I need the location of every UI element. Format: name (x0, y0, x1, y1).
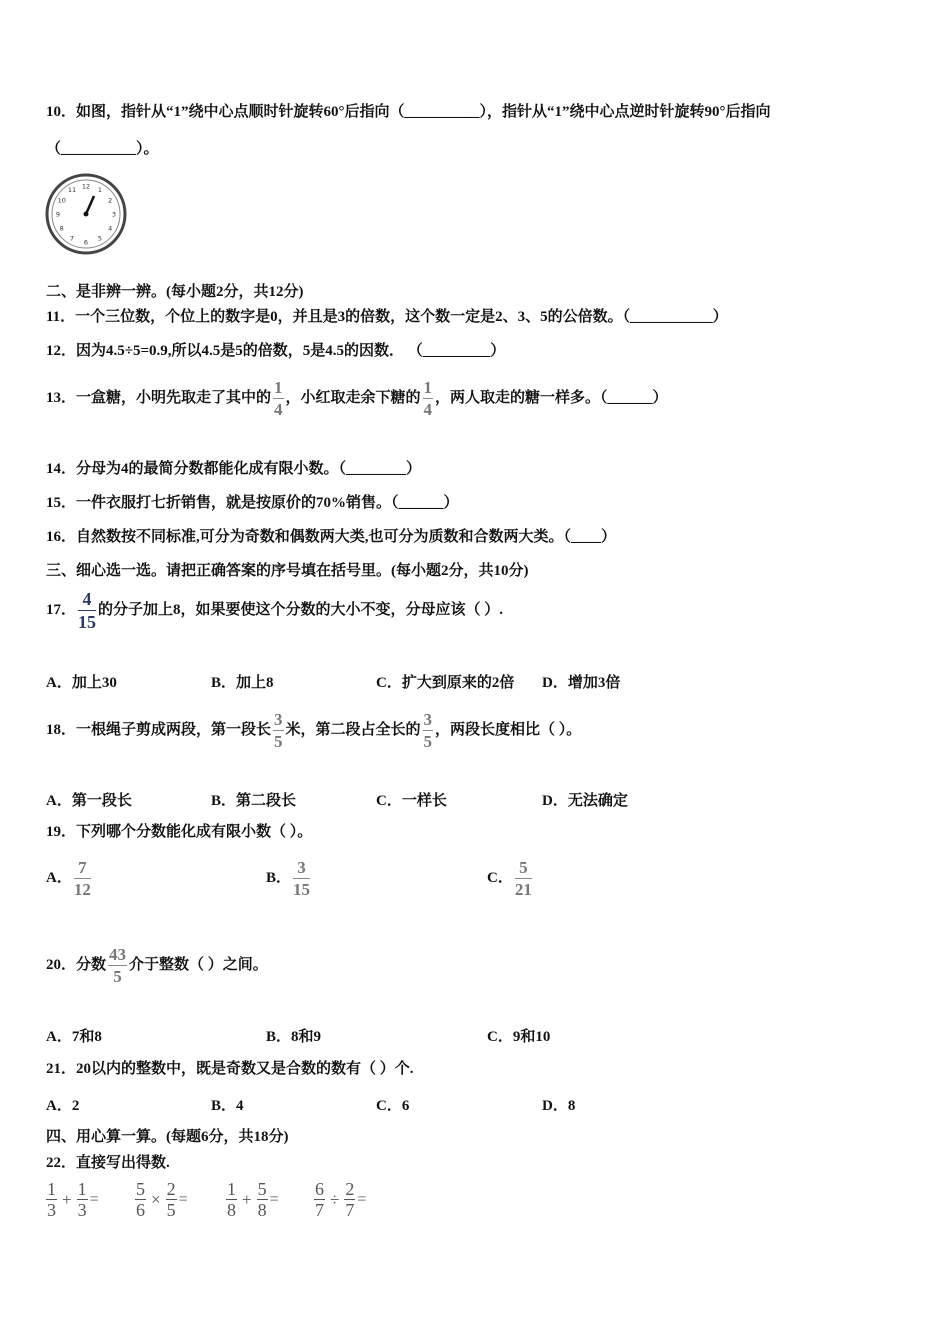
q19-option-b-label: B． (266, 869, 292, 886)
clock-number: 7 (69, 234, 75, 243)
q17-text: 的分子加上8，如果要使这个分数的大小不变，分母应该（ ）. (98, 602, 504, 618)
q13-text-b: ，小红取走余下糖的 (285, 390, 421, 406)
q22-item-4-operator: ÷ (330, 1189, 340, 1209)
q20-text-a: 20．分数 (46, 957, 107, 973)
clock-image (44, 172, 128, 256)
q19-option-a-label: A． (46, 869, 72, 886)
q13-text-a: 13．一盒糖，小明先取走了其中的 (46, 390, 272, 406)
q22-item-3-fraction-1: $\frac{1}{8}$ (227, 1179, 236, 1220)
q20-text-b: 介于整数（ ）之间。 (129, 957, 268, 973)
q13-text-c: ，两人取走的糖一样多。（______） (435, 390, 668, 406)
clock-center (84, 212, 89, 217)
q20-option-b[interactable]: B．8和9 (266, 1029, 322, 1045)
q17-fraction: $\frac{4}{15}$ (78, 589, 97, 633)
section3-title: 三、细心选一选。请把正确答案的序号填在括号里。(每小题2分，共10分) (46, 563, 529, 579)
q22-item-4 (312, 1180, 366, 1219)
q16: 16．自然数按不同标准,可分为奇数和偶数两大类,也可分为质数和合数两大类。（____） (46, 529, 617, 545)
q10-line2: （__________）。 (46, 141, 159, 157)
q22-item-2-fraction-2: $\frac{2}{5}$ (166, 1179, 176, 1220)
clock-number: 10 (57, 196, 66, 205)
q18-fraction-1: $\frac{3}{5}$ (274, 710, 283, 752)
q18-option-d[interactable]: D．无法确定 (542, 793, 628, 809)
q22-item-1-fraction-1: $\frac{1}{3}$ (47, 1179, 56, 1220)
q21-option-c[interactable]: C．6 (376, 1098, 410, 1114)
q22-item-2 (133, 1180, 188, 1219)
clock-number: 2 (108, 196, 113, 205)
q18-option-c[interactable]: C．一样长 (376, 793, 447, 809)
clock-number: 8 (59, 224, 64, 233)
clock-number: 12 (81, 182, 91, 191)
section2-title: 二、是非辨一辨。(每小题2分，共12分) (46, 284, 304, 300)
q21-option-b[interactable]: B．4 (211, 1098, 244, 1114)
q22-item-3 (224, 1180, 279, 1219)
q22-item-1-operator: + (62, 1189, 72, 1209)
clock-number: 5 (97, 234, 103, 243)
q19-option-a-fraction: $\frac{7}{12}$ (73, 858, 91, 899)
q20-option-c[interactable]: C．9和10 (487, 1029, 551, 1045)
q17-option-c[interactable]: C．扩大到原来的2倍 (376, 675, 515, 691)
q20-option-a[interactable]: A．7和8 (46, 1029, 102, 1045)
q19-option-c-fraction: $\frac{5}{21}$ (514, 858, 532, 899)
q19-option-c[interactable] (487, 858, 534, 899)
q19-option-c-label: C． (487, 869, 513, 886)
q18 (46, 708, 581, 752)
q19-option-a[interactable] (46, 858, 93, 899)
q10-line1: 10．如图，指针从“1”绕中心点顺时针旋转60°后指向（__________），指针从“1”绕中心点逆时针旋转90°后指向 (46, 104, 771, 120)
q22-item-4-fraction-2: $\frac{2}{7}$ (345, 1179, 355, 1220)
q22: 22．直接写出得数. (46, 1155, 170, 1171)
clock-number: 1 (97, 186, 103, 195)
q17-prefix: 17． (46, 602, 77, 618)
q22-item-3-operator: + (242, 1189, 252, 1209)
q17 (46, 588, 503, 632)
q15: 15．一件衣服打七折销售，就是按原价的70%销售。（______） (46, 495, 459, 511)
q19: 19．下列哪个分数能化成有限小数（ ）。 (46, 824, 313, 840)
q21-option-d[interactable]: D．8 (542, 1098, 576, 1114)
q22-item-3-fraction-2: $\frac{5}{8}$ (257, 1179, 267, 1220)
q12: 12．因为4.5÷5=0.9,所以4.5是5的倍数，5是4.5的因数． （_________） (46, 343, 506, 359)
section4-title: 四、用心算一算。(每题6分，共18分) (46, 1129, 289, 1145)
q21-option-a[interactable]: A．2 (46, 1098, 80, 1114)
q20 (46, 943, 268, 987)
q18-fraction-2: $\frac{3}{5}$ (423, 710, 433, 752)
clock-number: 4 (108, 224, 113, 233)
q17-option-a[interactable]: A．加上30 (46, 675, 117, 691)
q19-option-b[interactable] (266, 858, 312, 899)
q11: 11．一个三位数，个位上的数字是0，并且是3的倍数，这个数一定是2、3、5的公倍数。（___________） (46, 309, 728, 325)
clock-number: 6 (83, 238, 89, 247)
q22-item-1 (44, 1180, 99, 1219)
q22-item-1-equals: = (89, 1190, 99, 1208)
q19-option-b-fraction: $\frac{3}{15}$ (293, 858, 311, 899)
q21: 21．20以内的整数中，既是奇数又是合数的数有（ ）个. (46, 1061, 414, 1077)
q14: 14．分母为4的最简分数都能化成有限小数。（________） (46, 461, 422, 477)
q18-text-a: 18．一根绳子剪成两段，第一段长 (46, 722, 272, 738)
q22-item-1-fraction-2: $\frac{1}{3}$ (77, 1179, 87, 1220)
q22-item-3-equals: = (269, 1190, 279, 1208)
q20-fraction: $\frac{43}{5}$ (109, 945, 127, 987)
q18-option-b[interactable]: B．第二段长 (211, 793, 297, 809)
q17-option-d[interactable]: D．增加3倍 (542, 675, 621, 691)
clock-number: 11 (67, 186, 77, 195)
q17-option-b[interactable]: B．加上8 (211, 675, 274, 691)
q18-option-a[interactable]: A．第一段长 (46, 793, 132, 809)
q22-item-4-equals: = (357, 1190, 367, 1208)
q18-text-c: ，两段长度相比（ ）。 (435, 722, 582, 738)
clock-number: 3 (111, 210, 117, 219)
q13 (46, 378, 668, 419)
q22-item-2-equals: = (178, 1190, 188, 1208)
q13-fraction-2: $\frac{1}{4}$ (423, 378, 433, 420)
q22-item-2-fraction-1: $\frac{5}{6}$ (136, 1179, 145, 1220)
clock-number: 9 (55, 210, 61, 219)
q22-item-2-operator: × (151, 1189, 161, 1209)
q22-item-4-fraction-1: $\frac{6}{7}$ (315, 1179, 324, 1220)
q18-text-b: 米，第二段占全长的 (285, 722, 421, 738)
q13-fraction-1: $\frac{1}{4}$ (274, 378, 283, 420)
